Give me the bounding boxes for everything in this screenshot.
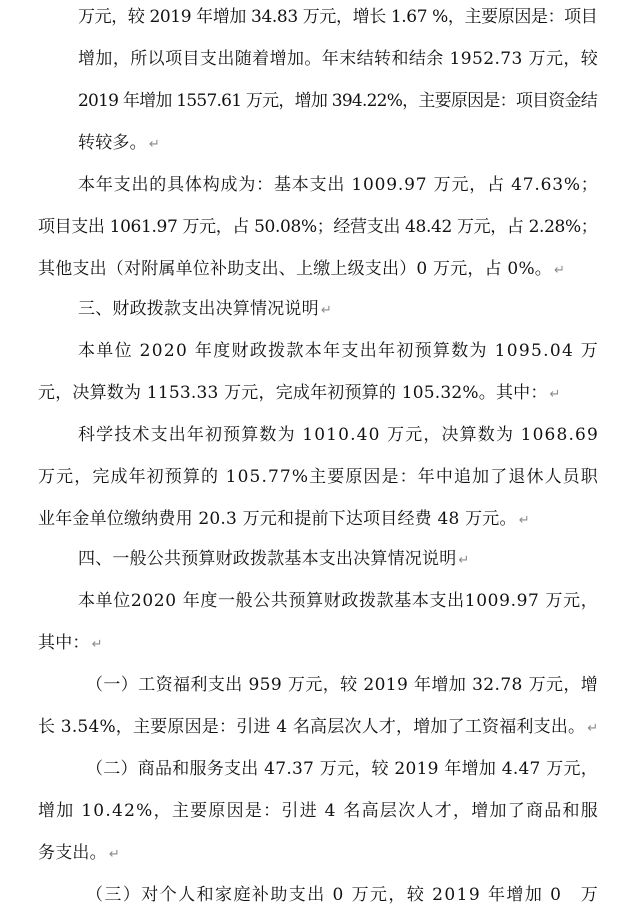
text-line: 2019 年增加 1557.61 万元，增加 394.22%，主要原因是：项目资金结 xyxy=(78,91,598,111)
paragraph-mark: ↵ xyxy=(91,637,103,652)
paragraph-mark: ↵ xyxy=(148,137,160,152)
text-line: 增加，所以项目支出随着增加。年末结转和结余 1952.73 万元，较 xyxy=(78,49,599,69)
text-line: （三）对个人和家庭补助支出 0 万元，较 2019 年增加 0 万 xyxy=(86,885,600,905)
paragraph-mark: ↵ xyxy=(554,263,566,278)
paragraph-mark: ↵ xyxy=(549,387,561,402)
text-line: 万元，较 2019 年增加 34.83 万元，增长 1.67 %，主要原因是：项目 xyxy=(78,7,598,27)
text-line: 其中： ↵ xyxy=(38,633,103,653)
text-line: 元，决算数为 1153.33 万元，完成年初预算的 105.32%。其中： ↵ xyxy=(38,383,561,403)
text-line: 长 3.54%，主要原因是：引进 4 名高层次人才，增加了工资福利支出。 ↵ xyxy=(38,717,599,737)
text-line: 科学技术支出年初预算数为 1010.40 万元，决算数为 1068.69 xyxy=(78,425,599,445)
paragraph-mark: ↵ xyxy=(320,303,332,318)
text-line: 转较多。 ↵ xyxy=(78,133,160,153)
text-line: （二）商品和服务支出 47.37 万元，较 2019 年增加 4.47 万元， xyxy=(86,759,599,779)
paragraph-mark: ↵ xyxy=(108,847,120,862)
text-line: 本年支出的具体构成为：基本支出 1009.97 万元，占 47.63%； xyxy=(78,175,599,195)
text-line: 项目支出 1061.97 万元，占 50.08%；经营支出 48.42 万元，占 2.28%； xyxy=(38,217,598,237)
text-line: 万元，完成年初预算的 105.77%主要原因是：年中追加了退休人员职 xyxy=(38,467,599,487)
text-line: 本单位 2020 年度财政拨款本年支出年初预算数为 1095.04 万 xyxy=(78,341,600,361)
paragraph-mark: ↵ xyxy=(518,513,530,528)
text-line: （一）工资福利支出 959 万元，较 2019 年增加 32.78 万元，增 xyxy=(86,675,599,695)
section-heading: 三、财政拨款支出决算情况说明 ↵ xyxy=(78,299,332,319)
paragraph-mark: ↵ xyxy=(587,721,599,736)
text-line: 业年金单位缴纳费用 20.3 万元和提前下达项目经费 48 万元。 ↵ xyxy=(38,509,530,529)
text-line: 其他支出（对附属单位补助支出、上缴上级支出）0 万元，占 0%。 ↵ xyxy=(38,259,566,279)
paragraph-mark: ↵ xyxy=(458,553,470,568)
text-line: 增加 10.42%，主要原因是：引进 4 名高层次人才，增加了商品和服 xyxy=(38,801,600,821)
section-heading: 四、一般公共预算财政拨款基本支出决算情况说明 ↵ xyxy=(78,549,470,569)
text-line: 务支出。 ↵ xyxy=(38,843,120,863)
text-line: 本单位2020 年度一般公共预算财政拨款基本支出1009.97 万元， xyxy=(78,591,599,611)
